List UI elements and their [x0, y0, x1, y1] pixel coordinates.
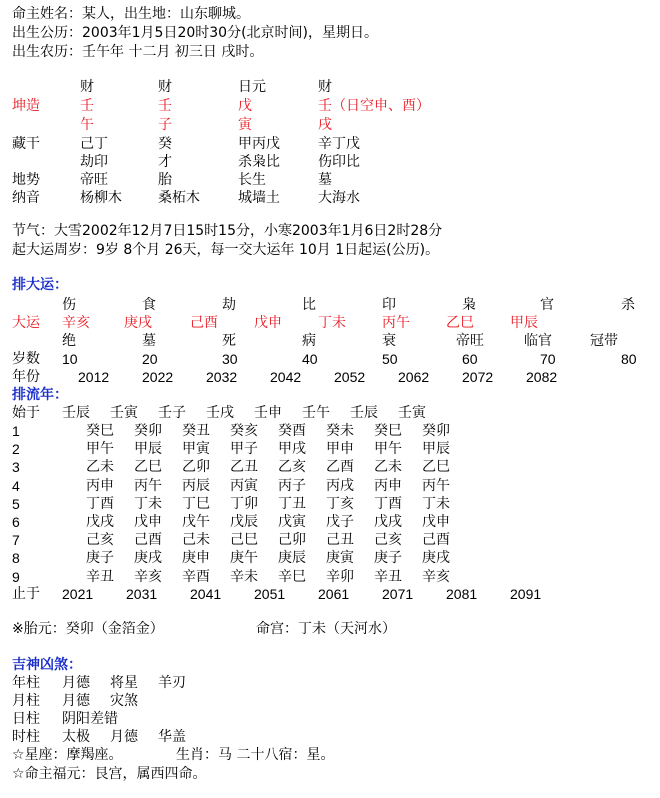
liunian-start-cell: 壬戌: [206, 405, 234, 421]
dayun-state: 墓: [142, 333, 156, 349]
liunian-cell: 甲寅: [182, 441, 210, 458]
pillar-label-year: 财: [80, 79, 94, 95]
nayin-label: 纳音: [12, 190, 40, 206]
liunian-cell: 癸未: [326, 423, 354, 439]
liunian-cell: 丙子: [278, 477, 306, 494]
liunian-cell: 辛卯: [326, 568, 354, 585]
liunian-cell: 癸丑: [182, 423, 210, 439]
pillar-label-day: 日元: [238, 79, 266, 95]
liunian-cell: 戊申: [422, 514, 450, 530]
liunian-start-cell: 壬子: [158, 405, 186, 421]
liunian-cell: 甲午: [374, 441, 402, 458]
dayun-ganzhi: 丁未: [318, 315, 346, 331]
shensha-pillar: 时柱: [12, 729, 40, 745]
liunian-row-index: 1: [12, 423, 20, 439]
liunian-cell: 乙丑: [230, 459, 258, 476]
dayun-state: 病: [302, 333, 316, 349]
dayun-ten-god: 印: [382, 297, 396, 313]
dayun-year: 2042: [270, 369, 302, 385]
branch-day: 寅: [238, 117, 252, 133]
liunian-cell: 乙巳: [422, 459, 450, 476]
liunian-cell: 甲子: [230, 441, 258, 458]
liunian-cell: 己卯: [278, 532, 306, 549]
liunian-cell: 戊申: [134, 514, 162, 530]
dayun-age: 80: [621, 351, 637, 367]
dayun-ganzhi: 丙午: [382, 315, 410, 331]
dayun-year: 2012: [78, 369, 110, 385]
dayun-age: 60: [462, 351, 478, 367]
liunian-cell: 辛未: [230, 568, 258, 585]
liunian-cell: 庚申: [182, 550, 210, 567]
year-row-label: 年份: [12, 369, 40, 385]
solar-birth-line: 出生公历：2003年1月5日20时30分(北京时间)，星期日。: [12, 25, 378, 41]
liunian-cell: 甲午: [86, 441, 114, 458]
liunian-cell: 辛巳: [278, 568, 306, 585]
jieqi-line: 节气：大雪2002年12月7日15时15分，小寒2003年1月6日2时28分: [12, 223, 443, 239]
liunian-cell: 丙午: [422, 477, 450, 494]
liunian-end-label: 止于: [12, 586, 40, 602]
stem-year: 壬: [80, 98, 94, 114]
dayun-state: 临官: [524, 333, 552, 349]
dayun-year: 2082: [526, 369, 558, 385]
liunian-cell: 庚寅: [326, 550, 354, 567]
liunian-cell: 己亥: [374, 532, 402, 549]
liunian-cell: 丙辰: [182, 477, 210, 494]
fuyuan: ☆命主福元：艮宫，属西四命。: [12, 766, 207, 782]
dishi-hour: 墓: [318, 172, 332, 188]
liunian-cell: 戊戌: [374, 514, 402, 530]
liunian-cell: 乙卯: [182, 459, 210, 476]
dayun-age: 40: [302, 351, 318, 367]
dishi-month: 胎: [158, 172, 172, 188]
dayun-ganzhi: 乙巳: [446, 315, 474, 331]
liunian-cell: 己酉: [134, 532, 162, 549]
stem-day: 戊: [238, 98, 252, 114]
liunian-cell: 丁丑: [278, 495, 306, 512]
liunian-cell: 甲辰: [422, 441, 450, 458]
liunian-row-index: 8: [12, 550, 20, 567]
liunian-cell: 己未: [182, 532, 210, 549]
dayun-state: 帝旺: [456, 333, 484, 349]
liunian-end-year: 2031: [126, 586, 158, 602]
shensha-item: 月德: [62, 693, 90, 709]
dayun-year: 2022: [142, 369, 174, 385]
liunian-cell: 丁酉: [374, 495, 402, 512]
liunian-row-index: 4: [12, 477, 20, 494]
dishi-year: 帝旺: [80, 172, 108, 188]
liunian-start-cell: 壬申: [254, 405, 282, 421]
liunian-cell: 辛酉: [182, 568, 210, 585]
liunian-cell: 乙未: [86, 459, 114, 476]
canggan-label: 藏干: [12, 136, 40, 152]
liunian-cell: 癸巳: [374, 423, 402, 439]
liunian-cell: 戊子: [326, 514, 354, 530]
dayun-age: 70: [540, 351, 556, 367]
liunian-cell: 丙午: [134, 477, 162, 494]
liunian-cell: 己亥: [86, 532, 114, 549]
liunian-cell: 丙申: [374, 477, 402, 494]
liunian-cell: 甲辰: [134, 441, 162, 458]
canggan-month: 癸: [158, 136, 172, 152]
dayun-ganzhi: 庚戌: [124, 315, 152, 331]
taiyuan: ※胎元：癸卯（金箔金）: [12, 621, 164, 637]
nayin-day: 城墙土: [238, 190, 280, 206]
liunian-cell: 丁亥: [326, 495, 354, 512]
liunian-cell: 戊辰: [230, 514, 258, 530]
liunian-cell: 己酉: [422, 532, 450, 549]
liunian-cell: 丁未: [422, 495, 450, 512]
shensha-item: 阴阳差错: [62, 711, 118, 727]
liunian-end-year: 2071: [382, 586, 414, 602]
dayun-age: 30: [222, 351, 238, 367]
liunian-cell: 戊午: [182, 514, 210, 530]
liunian-start-cell: 壬辰: [62, 405, 90, 421]
canggan-year: 己丁: [80, 136, 108, 152]
liunian-row-index: 7: [12, 532, 20, 549]
liunian-cell: 丁未: [134, 495, 162, 512]
liunian-cell: 辛亥: [134, 568, 162, 585]
stem-month: 壬: [158, 98, 172, 114]
liunian-cell: 甲申: [326, 441, 354, 458]
dayun-age: 50: [382, 351, 398, 367]
shensha-item: 太极: [62, 729, 90, 745]
age-row-label: 岁数: [12, 351, 40, 367]
xingzuo: ☆星座：摩羯座。: [12, 747, 123, 763]
dayun-year: 2062: [398, 369, 430, 385]
liunian-cell: 辛丑: [374, 568, 402, 585]
liunian-end-year: 2091: [510, 586, 542, 602]
stem-hour: 壬（日空申、酉）: [318, 98, 430, 114]
liunian-title: 排流年：: [12, 387, 68, 403]
dayun-state: 衰: [382, 333, 396, 349]
liunian-row-index: 3: [12, 459, 20, 476]
dayun-state: 冠带: [590, 333, 618, 349]
dayun-year: 2072: [462, 369, 494, 385]
liunian-cell: 癸卯: [422, 423, 450, 439]
shengxiao-xiu: 生肖：马 二十八宿：星。: [176, 747, 335, 763]
dayun-ganzhi: 甲辰: [510, 315, 538, 331]
liunian-end-year: 2061: [318, 586, 350, 602]
liunian-start-cell: 壬寅: [110, 405, 138, 421]
canggan-hour: 辛丁戊: [318, 136, 360, 152]
dayun-ten-god: 杀: [621, 297, 635, 313]
liunian-cell: 丁酉: [86, 495, 114, 512]
liunian-cell: 庚子: [86, 550, 114, 567]
liunian-cell: 乙巳: [134, 459, 162, 476]
shishen-hour: 伤印比: [318, 154, 360, 170]
shensha-pillar: 月柱: [12, 693, 40, 709]
liunian-row-index: 2: [12, 441, 20, 458]
liunian-cell: 戊寅: [278, 514, 306, 530]
liunian-start-cell: 壬午: [302, 405, 330, 421]
liunian-start-cell: 壬辰: [350, 405, 378, 421]
liunian-cell: 丁卯: [230, 495, 258, 512]
liunian-end-year: 2081: [446, 586, 478, 602]
dishi-label: 地势: [12, 172, 40, 188]
liunian-row-index: 9: [12, 568, 20, 585]
liunian-cell: 辛亥: [422, 568, 450, 585]
liunian-cell: 癸亥: [230, 423, 258, 439]
dayun-row-label: 大运: [12, 315, 40, 331]
branch-month: 子: [158, 117, 172, 133]
liunian-cell: 己巳: [230, 532, 258, 549]
liunian-cell: 庚子: [374, 550, 402, 567]
liunian-end-year: 2041: [190, 586, 222, 602]
canggan-day: 甲丙戊: [238, 136, 280, 152]
liunian-start-label: 始于: [12, 405, 40, 421]
shishen-year: 劫印: [80, 154, 108, 170]
dayun-ten-god: 枭: [462, 297, 476, 313]
shensha-item: 将星: [110, 675, 138, 691]
liunian-cell: 庚戌: [422, 550, 450, 567]
liunian-cell: 乙亥: [278, 459, 306, 476]
shensha-item: 月德: [110, 729, 138, 745]
liunian-cell: 戊戌: [86, 514, 114, 530]
liunian-cell: 丙戌: [326, 477, 354, 494]
liunian-cell: 癸巳: [86, 423, 114, 439]
shensha-pillar: 日柱: [12, 711, 40, 727]
dayun-title: 排大运：: [12, 277, 68, 293]
branch-year: 午: [80, 117, 94, 133]
liunian-cell: 乙酉: [326, 459, 354, 476]
nayin-year: 杨柳木: [80, 190, 122, 206]
nayin-month: 桑柘木: [158, 190, 200, 206]
shishen-day: 杀枭比: [238, 154, 280, 170]
liunian-start-cell: 壬寅: [398, 405, 426, 421]
liunian-end-year: 2051: [254, 586, 286, 602]
shensha-item: 灾煞: [110, 693, 138, 709]
dishi-day: 长生: [238, 172, 266, 188]
liunian-cell: 癸卯: [134, 423, 162, 439]
branch-hour: 戌: [318, 117, 332, 133]
pillar-label-month: 财: [158, 79, 172, 95]
liunian-row-index: 6: [12, 514, 20, 530]
dayun-ten-god: 比: [302, 297, 316, 313]
dayun-ten-god: 官: [540, 297, 554, 313]
dayun-ganzhi: 己酉: [190, 315, 218, 331]
dayun-age: 10: [62, 351, 78, 367]
dayun-ten-god: 劫: [222, 297, 236, 313]
minggong: 命宫：丁未（天河水）: [256, 621, 396, 637]
dayun-ganzhi: 辛亥: [62, 315, 90, 331]
lunar-birth-line: 出生农历：壬午年 十二月 初三日 戌时。: [12, 44, 264, 60]
liunian-cell: 辛丑: [86, 568, 114, 585]
liunian-cell: 丙申: [86, 477, 114, 494]
liunian-cell: 甲戌: [278, 441, 306, 458]
dayun-year: 2052: [334, 369, 366, 385]
nayin-hour: 大海水: [318, 190, 360, 206]
dayun-state: 绝: [62, 333, 76, 349]
liunian-cell: 丙寅: [230, 477, 258, 494]
shishen-month: 才: [158, 154, 172, 170]
dayun-state: 死: [222, 333, 236, 349]
dayun-ganzhi: 戊申: [254, 315, 282, 331]
shensha-item: 羊刃: [158, 675, 186, 691]
liunian-cell: 丁巳: [182, 495, 210, 512]
dayun-ten-god: 食: [142, 297, 156, 313]
qiyun-line: 起大运周岁：9岁 8个月 26天，每一交大运年 10月 1日起运(公历)。: [12, 242, 440, 258]
liunian-cell: 己丑: [326, 532, 354, 549]
dayun-age: 20: [142, 351, 158, 367]
shensha-title: 吉神凶煞：: [12, 657, 82, 673]
liunian-row-index: 5: [12, 495, 20, 512]
shensha-pillar: 年柱: [12, 675, 40, 691]
liunian-cell: 乙未: [374, 459, 402, 476]
dayun-year: 2032: [206, 369, 238, 385]
liunian-cell: 庚戌: [134, 550, 162, 567]
liunian-end-year: 2021: [62, 586, 94, 602]
dayun-ten-god: 伤: [62, 297, 76, 313]
shensha-item: 华盖: [158, 729, 186, 745]
kunzao-label: 坤造: [12, 98, 40, 114]
name-line: 命主姓名：某人，出生地：山东聊城。: [12, 6, 250, 22]
liunian-cell: 庚辰: [278, 550, 306, 567]
pillar-label-hour: 财: [318, 79, 332, 95]
shensha-item: 月德: [62, 675, 90, 691]
liunian-cell: 庚午: [230, 550, 258, 567]
liunian-cell: 癸酉: [278, 423, 306, 439]
